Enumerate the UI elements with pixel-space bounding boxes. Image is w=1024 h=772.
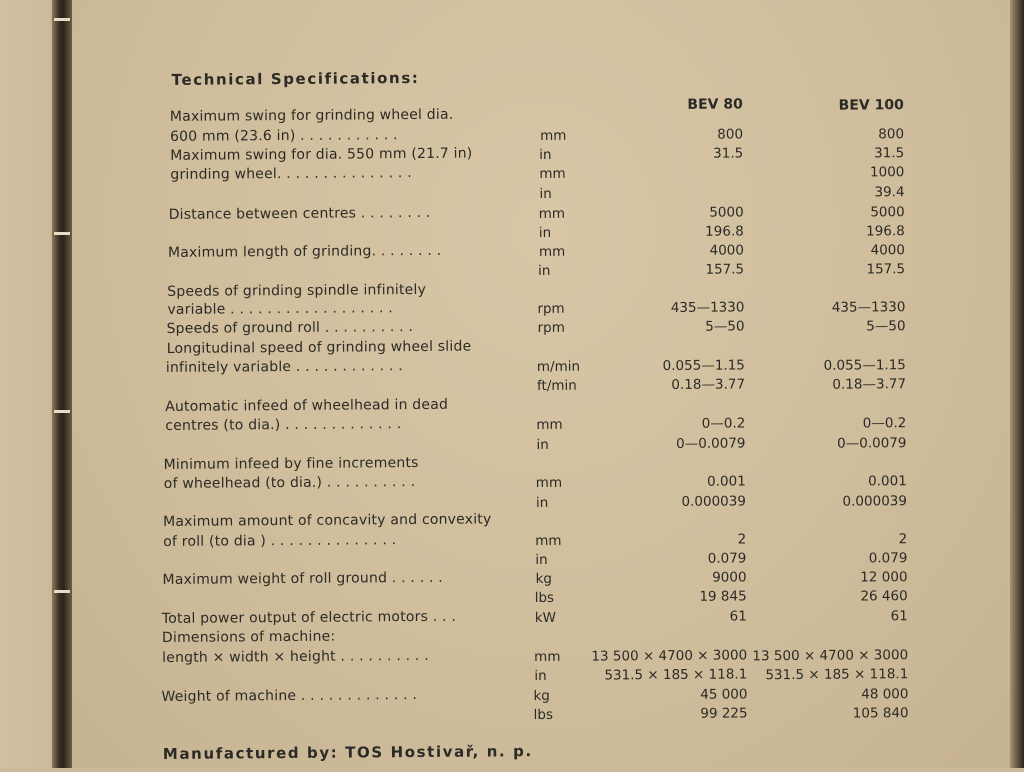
spec-label: Longitudinal speed of grinding wheel slide xyxy=(166,338,472,357)
spec-unit: ft/min xyxy=(536,377,577,395)
spec-value-bev80: 0.079 xyxy=(707,550,747,567)
spec-value-bev100: 0.18—3.77 xyxy=(832,376,907,393)
spec-value-bev100: 5000 xyxy=(870,204,905,221)
binding-stitch xyxy=(54,410,70,413)
spec-label: Speeds of grinding spindle infinitely xyxy=(167,281,427,300)
spec-label: Minimum infeed by fine increments xyxy=(163,454,419,473)
spec-unit: mm xyxy=(535,474,563,492)
spec-value-bev80: 31.5 xyxy=(713,145,744,162)
column-header-bev100: BEV 100 xyxy=(838,97,904,114)
spec-value-bev100: 12 000 xyxy=(860,569,908,586)
spec-value-bev100: 4000 xyxy=(870,242,906,259)
spec-label: centres (to dia.) . . . . . . . . . . . . . xyxy=(165,416,402,434)
spec-value-bev80: 45 000 xyxy=(700,686,748,703)
spec-label: Distance between centres . . . . . . . . xyxy=(168,204,431,223)
spec-value-bev80: 2 xyxy=(737,531,747,548)
spec-unit: mm xyxy=(538,243,566,261)
spec-label: Maximum length of grinding. . . . . . . . xyxy=(167,242,442,261)
spec-value-bev80: 157.5 xyxy=(705,261,745,278)
spec-unit: in xyxy=(539,185,552,203)
spec-value-bev80: 99 225 xyxy=(700,705,748,722)
spec-value-bev80: 0.18—3.77 xyxy=(671,376,746,393)
spec-value-bev80: 0.001 xyxy=(707,473,746,490)
spec-label: variable . . . . . . . . . . . . . . . . . . xyxy=(167,300,393,318)
spec-unit: mm xyxy=(538,205,566,223)
spec-unit: in xyxy=(538,262,551,280)
spec-value-bev100: 800 xyxy=(878,126,905,143)
spec-unit: in xyxy=(539,146,552,164)
spec-value-bev100: 531.5 × 185 × 118.1 xyxy=(765,666,909,684)
spec-value-bev80: 0—0.2 xyxy=(701,415,746,432)
spec-unit: kW xyxy=(534,609,557,627)
spec-value-bev100: 196.8 xyxy=(866,223,905,240)
binding-stitch xyxy=(54,232,70,235)
spec-value-bev100: 0.079 xyxy=(868,550,908,567)
spec-value-bev100: 2 xyxy=(898,531,908,548)
spec-value-bev100: 0.055—1.15 xyxy=(823,357,906,374)
spec-value-bev80: 19 845 xyxy=(699,588,747,605)
binding-stitch xyxy=(54,590,70,593)
spec-label: Maximum swing for dia. 550 mm (21.7 in) xyxy=(170,145,473,164)
spec-unit: mm xyxy=(535,532,562,550)
spec-unit: in xyxy=(535,494,549,512)
spec-document xyxy=(69,0,1013,772)
spec-label: Total power output of electric motors . . . xyxy=(161,608,457,627)
spec-value-bev80: 61 xyxy=(729,608,747,625)
spec-unit: mm xyxy=(539,165,566,183)
spec-value-bev100: 0—0.2 xyxy=(862,415,907,432)
spec-value-bev80: 5—50 xyxy=(705,318,745,335)
spec-value-bev100: 105 840 xyxy=(852,705,909,722)
spec-value-bev80: 196.8 xyxy=(705,223,744,240)
spec-label: Speeds of ground roll . . . . . . . . . . xyxy=(166,319,414,337)
spec-value-bev80: 5000 xyxy=(709,204,744,221)
spec-value-bev100: 48 000 xyxy=(861,686,909,703)
spec-value-bev100: 26 460 xyxy=(860,588,908,605)
spec-unit: in xyxy=(535,551,548,569)
spec-unit: in xyxy=(536,436,549,454)
spec-unit: mm xyxy=(536,416,563,434)
spec-label: Maximum amount of concavity and convexity xyxy=(163,511,492,530)
spec-value-bev80: 9000 xyxy=(712,569,747,586)
spec-value-bev100: 157.5 xyxy=(866,261,906,278)
spec-value-bev100: 0.001 xyxy=(868,473,907,490)
left-page-edge xyxy=(0,0,60,768)
spec-value-bev80: 13 500 × 4700 × 3000 xyxy=(591,647,748,665)
spec-value-bev100: 31.5 xyxy=(874,145,905,162)
spec-unit: in xyxy=(538,224,552,242)
manufacturer-footer: Manufactured by: TOS Hostivař, n. p. xyxy=(162,742,533,763)
spec-unit: mm xyxy=(534,648,561,666)
spec-value-bev100: 1000 xyxy=(869,164,905,181)
spec-label: Automatic infeed of wheelhead in dead xyxy=(165,396,449,415)
spec-unit: lbs xyxy=(534,589,555,607)
spec-unit: rpm xyxy=(537,319,565,337)
spec-unit: lbs xyxy=(533,706,554,724)
spec-page xyxy=(72,0,1010,768)
spec-unit: kg xyxy=(533,687,550,705)
spec-value-bev80: 0.000039 xyxy=(681,493,746,510)
spec-unit: kg xyxy=(535,570,552,588)
spec-unit: in xyxy=(534,667,547,685)
spec-label: grinding wheel. . . . . . . . . . . . . . . xyxy=(170,165,412,183)
spec-value-bev80: 531.5 × 185 × 118.1 xyxy=(604,666,748,684)
spec-label: Maximum swing for grinding wheel dia. xyxy=(169,106,454,125)
spec-label: of roll (to dia ) . . . . . . . . . . . . . . xyxy=(163,532,397,550)
spec-label: 600 mm (23.6 in) . . . . . . . . . . . xyxy=(169,127,398,145)
binding-stitch xyxy=(54,18,70,21)
spec-label: Weight of machine . . . . . . . . . . . . . xyxy=(161,686,418,705)
spec-value-bev100: 435—1330 xyxy=(831,299,906,316)
spec-label: length × width × height . . . . . . . . . . xyxy=(162,647,429,666)
spec-unit: rpm xyxy=(537,300,565,318)
spec-value-bev100: 0—0.0079 xyxy=(837,435,907,452)
spec-label: Maximum weight of roll ground . . . . . . xyxy=(162,569,444,588)
spec-value-bev100: 0.000039 xyxy=(842,493,907,510)
spec-value-bev80: 4000 xyxy=(709,242,745,259)
page-title: Technical Specifications: xyxy=(171,68,420,89)
spec-unit: mm xyxy=(539,127,567,144)
spec-value-bev80: 435—1330 xyxy=(670,299,745,316)
spec-value-bev80: 0—0.0079 xyxy=(676,435,746,452)
spec-value-bev100: 5—50 xyxy=(866,318,906,335)
column-header-bev80: BEV 80 xyxy=(687,96,743,113)
spec-label: infinitely variable . . . . . . . . . . . . xyxy=(165,358,403,376)
spec-value-bev100: 13 500 × 4700 × 3000 xyxy=(752,647,909,665)
spec-value-bev100: 39.4 xyxy=(874,184,905,201)
spec-value-bev80: 0.055—1.15 xyxy=(662,357,745,375)
spec-value-bev80: 800 xyxy=(717,126,744,143)
spec-label: of wheelhead (to dia.) . . . . . . . . . . xyxy=(163,473,416,492)
spec-unit: m/min xyxy=(536,358,581,376)
spec-label: Dimensions of machine: xyxy=(161,628,336,646)
spec-value-bev100: 61 xyxy=(890,608,908,625)
